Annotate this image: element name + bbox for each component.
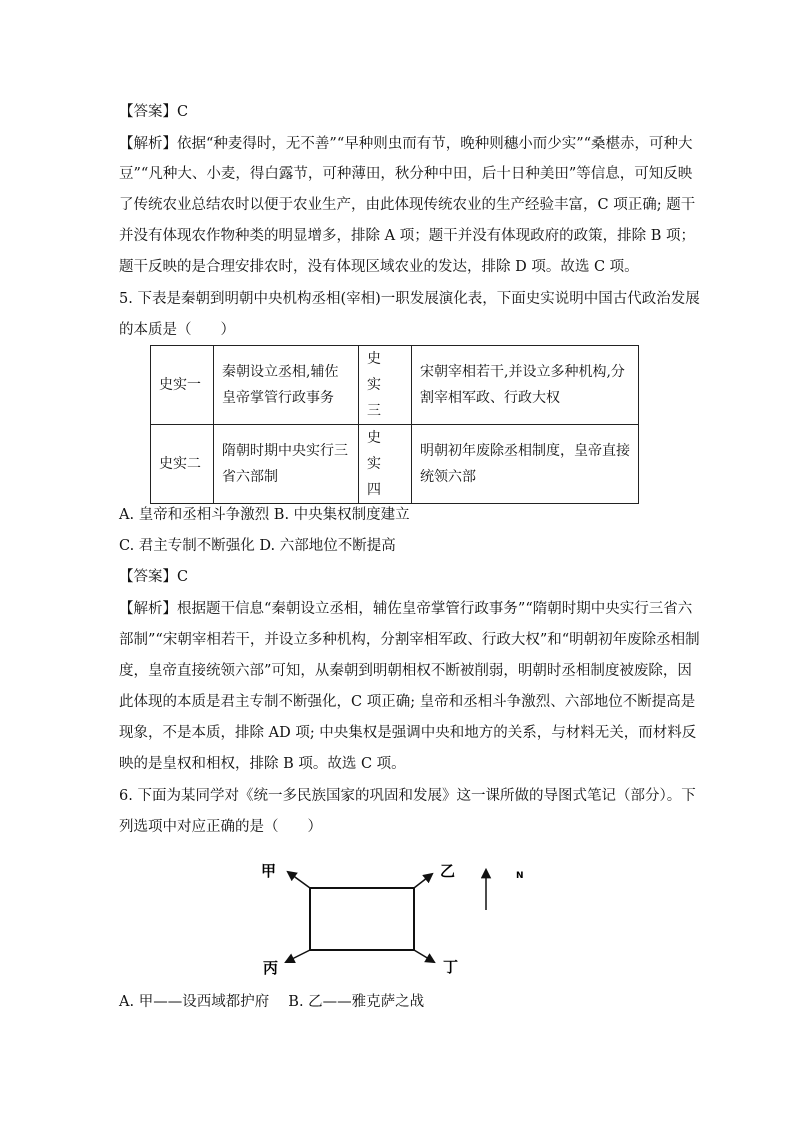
cell-line: 四 (367, 482, 381, 498)
cell-line: 省六部制 (222, 469, 278, 485)
q4-analysis-line-5: 题干反映的是合理安排农时，没有体现区域农业的发达，排除 D 项。故选 C 项。 (119, 259, 639, 275)
cell-line: 史 实 (367, 351, 395, 393)
arrow-nw (288, 872, 310, 888)
q5-stem-line-1: 5. 下表是秦朝到明朝中央机构丞相(宰相)一职发展演化表，下面史实说明中国古代政治发展 (119, 291, 700, 307)
table-row (151, 425, 639, 504)
label-ding: 丁 (443, 958, 459, 976)
cell-line: 统领六部 (420, 469, 476, 485)
q4-analysis-line-1: 【解析】依据“种麦得时，无不善”“早种则虫而有节，晚种则穗小而少实”“桑椹赤，可种大 (119, 136, 693, 152)
q5-analysis-line-1: 【解析】根据题干信息“秦朝设立丞相，辅佐皇帝掌管行政事务”“隋朝时期中央实行三省六 (119, 601, 693, 617)
q5-analysis-line-4: 此体现的本质是君主专制不断强化，C 项正确; 皇帝和丞相斗争激烈、六部地位不断提高是 (119, 694, 696, 710)
q4-analysis-line-3: 了传统农业总结农时以便于农业生产，由此体现传统农业的生产经验丰富，C 项正确; 题干 (119, 197, 696, 213)
q5-analysis-line-5: 现象，不是本质，排除 AD 项; 中央集权是强调中央和地方的关系，与材料无关，而材料反 (119, 725, 697, 741)
q5-stem-line-2: 的本质是（ ） (119, 322, 235, 338)
cell-line: 隋朝时期中央实行三 (222, 443, 348, 459)
table-cell (412, 346, 639, 425)
table-cell: 史实一 (151, 346, 214, 425)
table-cell (359, 346, 412, 425)
arrow-ne (414, 874, 432, 888)
q5-option-line-1: A. 皇帝和丞相斗争激烈 B. 中央集权制度建立 (119, 507, 410, 523)
label-bing: 丙 (263, 959, 279, 977)
cell-line: 割宰相军政、行政大权 (420, 390, 560, 406)
cell-line: 皇帝掌管行政事务 (222, 390, 334, 406)
q6-stem-line-1: 6. 下面为某同学对《统一多民族国家的巩固和发展》这一课所做的导图式笔记（部分）。下 (119, 788, 696, 804)
q4-analysis-line-4: 并没有体现农作物种类的明显增多，排除 A 项；题干并没有体现政府的政策，排除 B 项； (119, 228, 696, 244)
table-cell (412, 425, 639, 504)
central-box (310, 888, 414, 950)
table-cell (214, 425, 359, 504)
table-cell (359, 425, 412, 504)
label-yi: 乙 (440, 862, 456, 880)
table-cell: 史实二 (151, 425, 214, 504)
table-cell (214, 346, 359, 425)
cell-line: 宋朝宰相若干,并设立多种机构,分 (420, 364, 625, 380)
mind-map-diagram (250, 850, 550, 980)
q5-option-line-2: C. 君主专制不断强化 D. 六部地位不断提高 (119, 538, 396, 554)
cell-line: 史 实 (367, 430, 395, 472)
q4-answer: 【答案】C (119, 104, 189, 120)
arrow-se (414, 950, 434, 962)
q5-facts-table (150, 345, 639, 504)
q6-option-line-1: A. 甲——设西域都护府 B. 乙——雅克萨之战 (119, 994, 425, 1010)
q5-analysis-line-2: 部制”“宋朝宰相若干，并设立多种机构，分割宰相军政、行政大权”和“明朝初年废除丞相制 (119, 632, 700, 648)
north-label: N (516, 871, 524, 881)
cell-line: 三 (367, 403, 381, 419)
label-jia: 甲 (261, 862, 277, 880)
arrow-sw (286, 950, 310, 962)
cell-line: 秦朝设立丞相,辅佐 (222, 364, 339, 380)
q4-analysis-line-2: 豆”“凡种大、小麦，得白露节，可种薄田，秋分种中田，后十日种美田”等信息，可知反映 (119, 166, 693, 182)
q6-stem-line-2: 列选项中对应正确的是（ ） (119, 819, 322, 835)
q5-analysis-line-3: 度，皇帝直接统领六部”可知，从秦朝到明朝相权不断被削弱，明朝时丞相制度被废除，因 (119, 663, 692, 679)
q5-answer: 【答案】C (119, 569, 189, 585)
table-row (151, 346, 639, 425)
q5-analysis-line-6: 映的是皇权和相权，排除 B 项。故选 C 项。 (119, 756, 406, 772)
cell-line: 明朝初年废除丞相制度，皇帝直接 (420, 443, 630, 459)
